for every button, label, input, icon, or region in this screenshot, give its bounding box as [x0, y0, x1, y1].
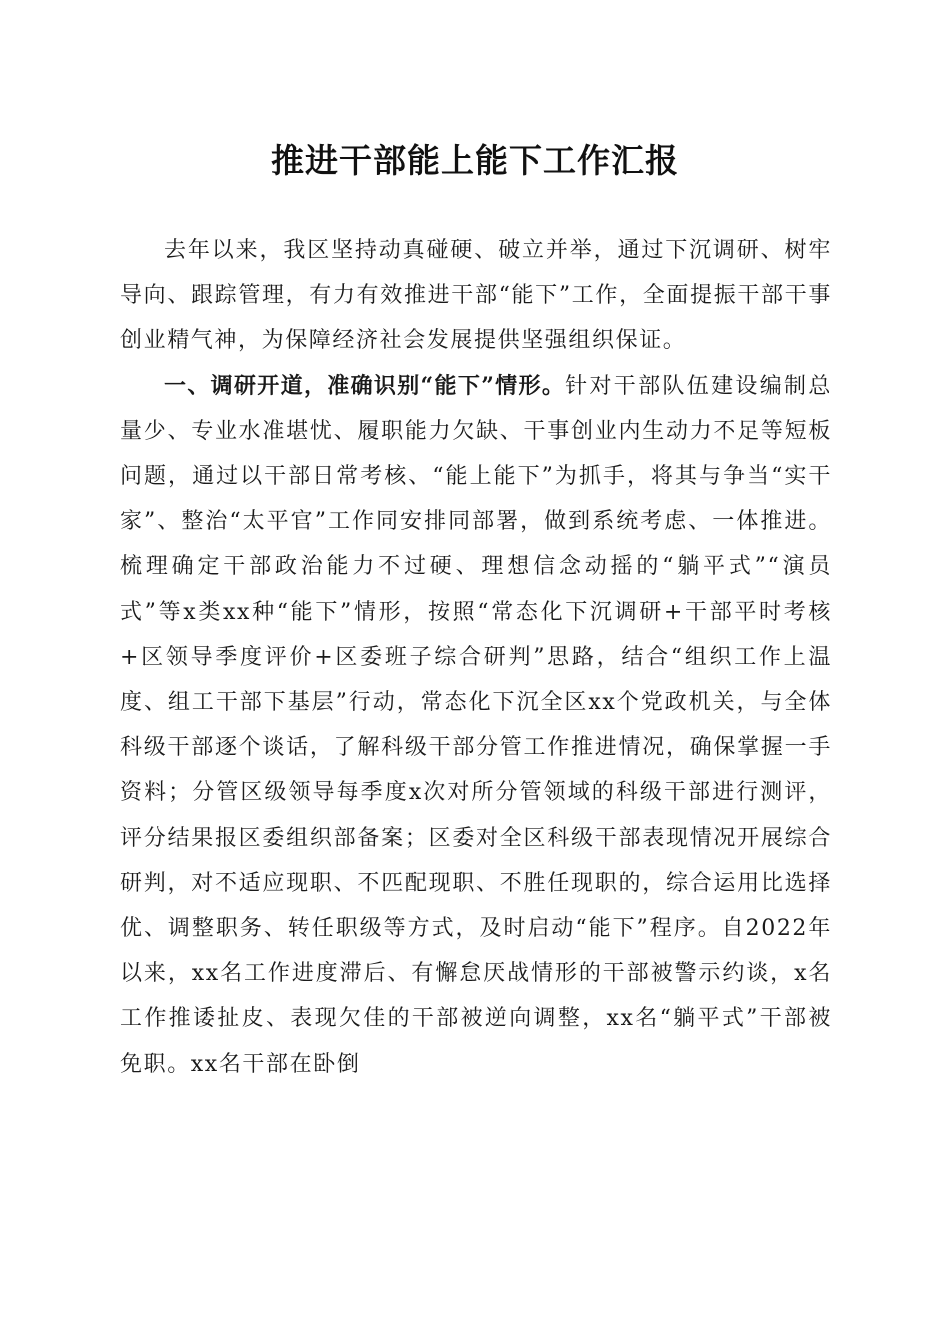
- section-1-heading: 一、调研开道，准确识别“能下”情形。: [164, 372, 566, 399]
- document-title: 推进干部能上能下工作汇报: [271, 141, 679, 180]
- section-1-text: 针对干部队伍建设编制总量少、专业水准堪忧、履职能力欠缺、干事创业内生动力不足等短板问题，通过以干部日常考核、“能上能下”为抓手，将其与争当“实干家”、整治“太平官”工作同安排同部署，做到系统考虑、一体推进。梳理确定干部政治能力不过硬、理想信念动摇的“躺平式”“演员式”等x类xx种“能下”情形，按照“常态化下沉调研+干部平时考核+区领导季度评价+区委班子综合研判”思路，结合“组织工作上温度、组工干部下基层”行动，常态化下沉全区xx个党政机关，与全体科级干部逐个谈话，了解科级干部分管工作推进情况，确保掌握一手资料；分管区级领导每季度x次对所分管领域的科级干部进行测评，评分结果报区委组织部备案；区委对全区科级干部表现情况开展综合研判，对不适应现职、不匹配现职、不胜任现职的，综合运用比选择优、调整职务、转任职级等方式，及时启动“能下”程序。自2022年以来，xx名工作进度滞后、有懈怠厌战情形的干部被警示约谈，x名工作推诿扯皮、表现欠佳的干部被逆向调整，xx名“躺平式”干部被免职。xx名干部在卧倒: [120, 373, 832, 1077]
- intro-paragraph: 去年以来，我区坚持动真碰硬、破立并举，通过下沉调研、树牢导向、跟踪管理，有力有效推进干部“能下”工作，全面提振干部干事创业精气神，为保障经济社会发展提供坚强组织保证。: [120, 238, 832, 354]
- document-body: [120, 228, 832, 1087]
- section-1-paragraph: [120, 364, 832, 1087]
